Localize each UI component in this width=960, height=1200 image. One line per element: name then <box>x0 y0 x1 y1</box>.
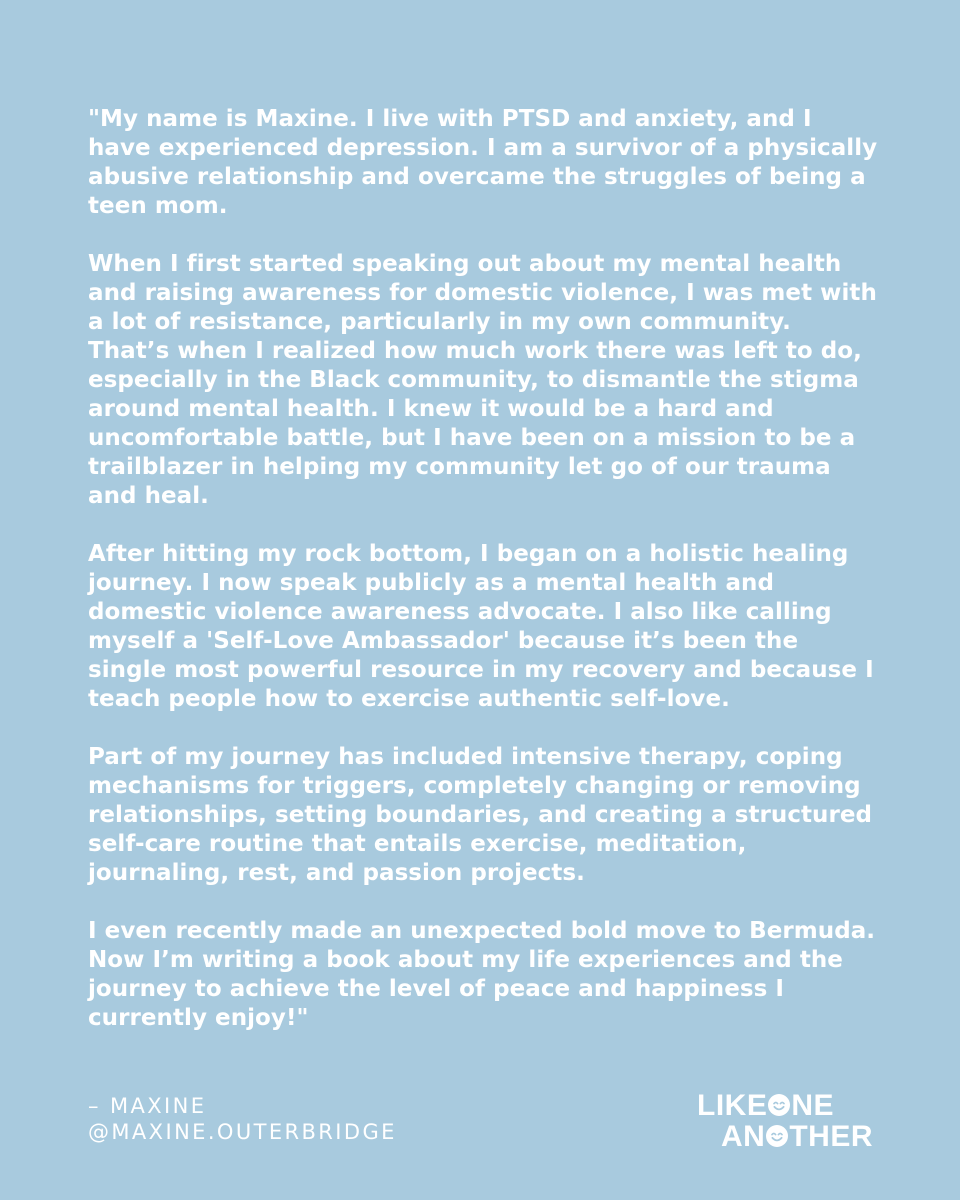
smiley-face-icon <box>766 1125 788 1147</box>
attribution <box>88 1093 397 1145</box>
logo-line-1 <box>697 1090 873 1121</box>
logo-text-an: AN <box>721 1120 766 1153</box>
quote-paragraph-2: When I first started speaking out about my mental health and raising awareness for domestic violence, I was met with a lot of resistance, particularly in my own community. That’s when I realized how much work there was left to do, especially in the Black community, to dismantle the stigma around mental health. I knew it would be a hard and uncomfortable battle, but I have been on a mission to be a trailblazer in helping my community let go of our trauma and heal. <box>88 251 877 509</box>
smiley-face-icon <box>768 1094 790 1116</box>
quote-paragraph-3: After hitting my rock bottom, I began on a holistic healing journey. I now speak publicly as a mental health and domestic violence awareness advocate. I also like calling myself a 'Self-Love Ambassador' because it’s been the single most powerful resource in my recovery and because I teach people how to exercise authentic self-love. <box>88 541 874 712</box>
quote-paragraph-5: I even recently made an unexpected bold move to Bermuda. Now I’m writing a book about my life experiences and the journey to achieve the level of peace and happiness I currently enjoy!" <box>88 918 876 1031</box>
logo-line-2 <box>721 1121 873 1152</box>
like-one-another-logo <box>697 1090 873 1152</box>
author-handle: @MAXINE.OUTERBRIDGE <box>88 1120 397 1144</box>
author-name: – MAXINE <box>88 1094 207 1118</box>
quote-paragraph-4: Part of my journey has included intensive therapy, coping mechanisms for triggers, completely changing or removing relationships, setting boundaries, and creating a structured self-care routine that entails exercise, meditation, journaling, rest, and passion projects. <box>88 744 873 886</box>
logo-text-ther: THER <box>789 1120 874 1153</box>
testimonial-quote <box>88 105 878 1033</box>
logo-text-ne: NE <box>791 1089 835 1122</box>
quote-paragraph-1: "My name is Maxine. I live with PTSD and anxiety, and I have experienced depression. I am a survivor of a physically abusive relationship and overcame the struggles of being a teen mom. <box>88 106 878 219</box>
logo-text-like: LIKE <box>697 1089 768 1122</box>
